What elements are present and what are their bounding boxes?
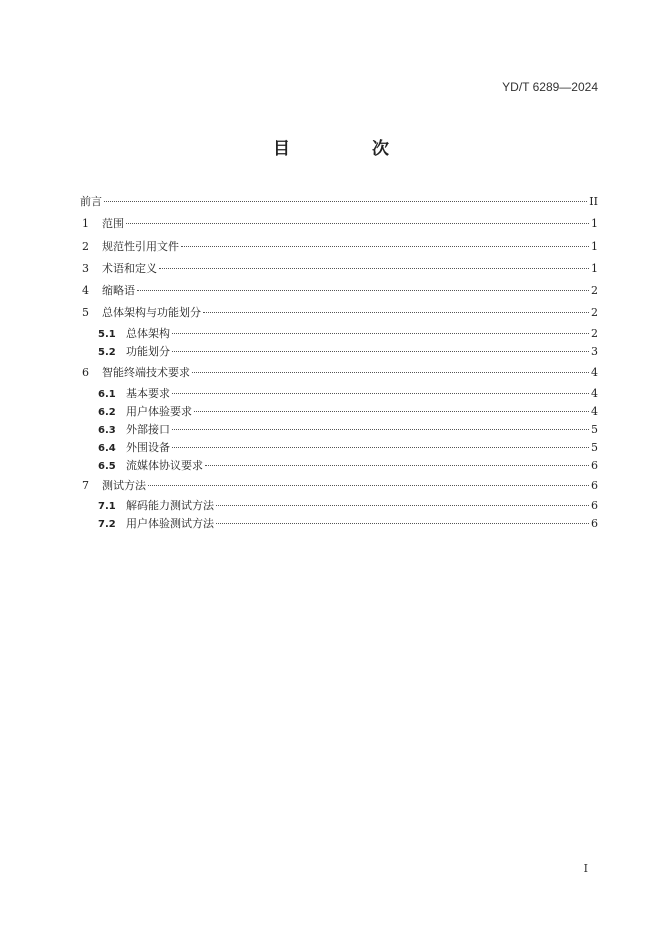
toc-entry[interactable] bbox=[80, 239, 598, 255]
toc-entry-page: 6 bbox=[591, 459, 598, 472]
toc-entry-label: 外部接口 bbox=[126, 423, 170, 436]
toc-leader-dots bbox=[192, 372, 589, 373]
toc-entry-label: 规范性引用文件 bbox=[102, 240, 179, 253]
toc-entry-number: 2 bbox=[82, 240, 89, 253]
toc-leader-dots bbox=[181, 246, 589, 247]
toc-entry-label: 用户体验要求 bbox=[126, 405, 192, 418]
toc-entry-page: 4 bbox=[591, 366, 598, 379]
toc-entry-label: 功能划分 bbox=[126, 345, 170, 358]
toc-entry[interactable] bbox=[80, 283, 598, 299]
toc-entry-label: 术语和定义 bbox=[102, 262, 157, 275]
toc-entry-number: 4 bbox=[82, 284, 89, 297]
toc-entry-number: 5.2 bbox=[98, 347, 116, 358]
toc-entry-label: 总体架构与功能划分 bbox=[102, 306, 201, 319]
toc-entry-page: II bbox=[589, 195, 598, 208]
toc-entry-number: 7 bbox=[82, 479, 89, 492]
toc-entry-page: 6 bbox=[591, 517, 598, 530]
toc-leader-dots bbox=[172, 447, 589, 448]
toc-entry-label: 智能终端技术要求 bbox=[102, 366, 190, 379]
page-number: I bbox=[583, 862, 588, 875]
toc-leader-dots bbox=[159, 268, 589, 269]
toc-entry-page: 2 bbox=[591, 306, 598, 319]
toc-entry-number: 7.2 bbox=[98, 519, 116, 530]
toc-entry[interactable] bbox=[98, 404, 598, 420]
toc-entry-number: 6.4 bbox=[98, 443, 116, 454]
toc-entry-page: 3 bbox=[591, 345, 598, 358]
toc-entry[interactable] bbox=[80, 478, 598, 494]
toc-entry-page: 4 bbox=[591, 405, 598, 418]
toc-entry[interactable] bbox=[98, 498, 598, 514]
toc-leader-dots bbox=[172, 333, 589, 334]
toc-entry[interactable] bbox=[98, 458, 598, 474]
toc-entry-label: 前言 bbox=[80, 195, 102, 208]
toc-leader-dots bbox=[203, 312, 589, 313]
toc-entry-page: 5 bbox=[591, 441, 598, 454]
toc-leader-dots bbox=[137, 290, 589, 291]
document-code: YD/T 6289—2024 bbox=[502, 80, 598, 94]
toc-entry-number: 7.1 bbox=[98, 501, 116, 512]
toc-entry[interactable] bbox=[98, 326, 598, 342]
toc-entry-label: 解码能力测试方法 bbox=[126, 499, 214, 512]
toc-leader-dots bbox=[216, 505, 589, 506]
toc-entry-number: 6.5 bbox=[98, 461, 116, 472]
toc-entry[interactable] bbox=[98, 516, 598, 532]
toc-entry-label: 测试方法 bbox=[102, 479, 146, 492]
toc-entry-page: 2 bbox=[591, 327, 598, 340]
toc-entry-page: 1 bbox=[591, 217, 598, 230]
toc-entry[interactable] bbox=[80, 216, 598, 232]
toc-leader-dots bbox=[172, 429, 589, 430]
toc-entry-number: 1 bbox=[82, 217, 89, 230]
toc-entry-number: 6.1 bbox=[98, 389, 116, 400]
toc-leader-dots bbox=[194, 411, 589, 412]
toc-entry-number: 3 bbox=[82, 262, 89, 275]
page-title: 目 次 bbox=[273, 139, 427, 159]
toc-entry-label: 缩略语 bbox=[102, 284, 135, 297]
toc-entry[interactable] bbox=[98, 440, 598, 456]
toc-entry-number: 5 bbox=[82, 306, 89, 319]
toc-entry-page: 2 bbox=[591, 284, 598, 297]
toc-entry-label: 总体架构 bbox=[126, 327, 170, 340]
toc-leader-dots bbox=[148, 485, 589, 486]
toc-entry-page: 1 bbox=[591, 262, 598, 275]
toc-entry[interactable] bbox=[98, 422, 598, 438]
toc-entry-number: 5.1 bbox=[98, 329, 116, 340]
toc-entry[interactable] bbox=[80, 305, 598, 321]
toc-entry-label: 基本要求 bbox=[126, 387, 170, 400]
toc-entry[interactable] bbox=[98, 344, 598, 360]
toc-entry-page: 6 bbox=[591, 479, 598, 492]
toc-leader-dots bbox=[104, 201, 587, 202]
toc-leader-dots bbox=[216, 523, 589, 524]
toc-entry-label: 范围 bbox=[102, 217, 124, 230]
toc-entry-label: 用户体验测试方法 bbox=[126, 517, 214, 530]
toc-leader-dots bbox=[205, 465, 589, 466]
toc-entry[interactable] bbox=[98, 386, 598, 402]
toc-entry-page: 5 bbox=[591, 423, 598, 436]
toc-leader-dots bbox=[126, 223, 589, 224]
toc-leader-dots bbox=[172, 351, 589, 352]
toc-entry-number: 6 bbox=[82, 366, 89, 379]
toc-entry[interactable] bbox=[80, 365, 598, 381]
toc-entry-page: 1 bbox=[591, 240, 598, 253]
toc-entry-label: 外围设备 bbox=[126, 441, 170, 454]
toc-entry[interactable] bbox=[80, 194, 598, 210]
toc-entry-label: 流媒体协议要求 bbox=[126, 459, 203, 472]
toc-entry-number: 6.2 bbox=[98, 407, 116, 418]
toc-entry-page: 4 bbox=[591, 387, 598, 400]
toc-entry[interactable] bbox=[80, 261, 598, 277]
toc-entry-number: 6.3 bbox=[98, 425, 116, 436]
toc-leader-dots bbox=[172, 393, 589, 394]
toc-entry-page: 6 bbox=[591, 499, 598, 512]
